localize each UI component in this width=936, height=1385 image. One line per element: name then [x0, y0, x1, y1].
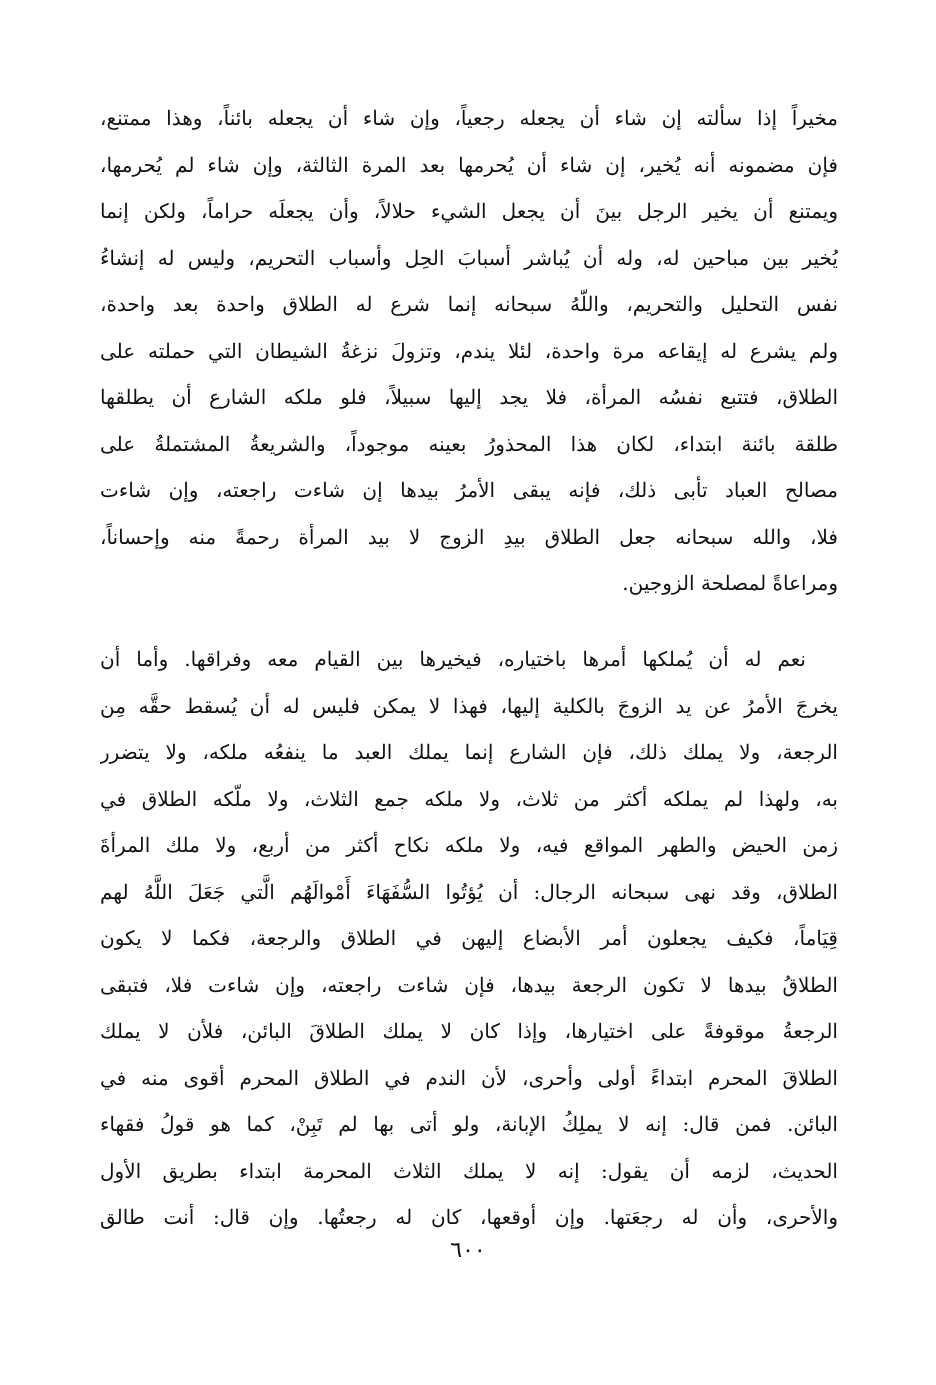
text-line: ولم يشرع له إيقاعه مرة واحدة، لئلا يندم، وتزولَ نزغةُ الشيطان التي حملته على [100, 338, 838, 363]
text-line: زمن الحيض والطهر المواقع فيه، ولا ملكه نكاح أكثر من أربع، ولا ملك المرأةَ [100, 833, 838, 857]
text-line: مخيراً إذا سألته إن شاء أن يجعله رجعياً، وإن شاء أن يجعله بائناً، وهذا ممتنع، [100, 106, 838, 130]
paragraph-2 [100, 636, 838, 1241]
text-line: مصالح العباد تأبى ذلك، فإنه يبقى الأمرُ بيدها إن شاءت راجعته، وإن شاءت [100, 478, 838, 502]
text-line: ومراعاةً لمصلحة الزوجين. [622, 571, 838, 595]
text-line: به، ولهذا لم يملكه أكثر من ثلاث، ولا ملكه جمع الثلاث، ولا ملّكه الطلاق في [100, 786, 838, 811]
text-line: والأحرى، وأن له رجعَتها. وإن أوقعها، كان له رجعتُها. وإن قال: أنت طالق [100, 1205, 838, 1229]
text-line: الطلاق، وقد نهى سبحانه الرجال: أن يُؤتُوا السُّفَهَاءَ أَمْوالَهُم الَّتي جَعَلَ اللَّهُ لهم [100, 879, 838, 904]
text-line: نفس التحليل والتحريم، واللّهُ سبحانه إنما شرع له الطلاق واحدة بعد واحدة، [100, 292, 838, 316]
text-line: قِيَاماً، فكيف يجعلون أمر الأبضاع إليهن في الطلاق والرجعة، فكما لا يكون [100, 926, 838, 950]
text-line: ويمتنع أن يخير الرجل بينَ أن يجعل الشيء حلالاً، وأن يجعلَه حراماً، ولكن إنما [100, 199, 838, 223]
text-line: البائن. فمن قال: إنه لا يملِكُ الإبانة، ولو أتى بها لم تَبِنْ، كما هو قولُ فقهاء [100, 1112, 838, 1136]
paragraph-1 [100, 95, 838, 607]
text-line: طلقة بائنة ابتداء، لكان هذا المحذورُ بعينه موجوداً، والشريعةُ المشتملةُ على [100, 431, 838, 456]
text-line: الطلاقُ بيدها لا تكون الرجعة بيدها، فإن شاءت راجعته، وإن شاءت فلا، فتبقى [100, 972, 838, 997]
page-number: ٦٠٠ [450, 1238, 486, 1263]
text-line: يخرجَ الأمرُ عن يد الزوجَ بالكلية إليها، فهذا لا يمكن فليس له أن يُسقط حقَّه مِن [100, 693, 838, 718]
text-line: الطلاقَ المحرم ابتداءً أولى وأحرى، لأن الندم في الطلاق المحرم أقوى منه في [100, 1065, 838, 1090]
text-line: الطلاق، فتتبع نفسُه المرأة، فلا يجد إليها سبيلاً، فلو ملكه الشارع أن يطلقها [100, 385, 838, 409]
text-line: فلا، والله سبحانه جعل الطلاق بيدِ الزوج لا بيد المرأة رحمةً منه وإحساناً، [100, 524, 838, 549]
text-line: فإن مضمونه أنه يُخير، إن شاء أن يُحرمها بعد المرة الثالثة، وإن شاء لم يُحرمها، [100, 152, 838, 177]
text-line: نعم له أن يُملكها أمرها باختياره، فيخيرها بين القيام معه وفراقها. وأما أن [100, 647, 806, 671]
text-line: يُخير بين مباحين له، وله أن يُباشر أسبابَ الحِل وأسباب التحريم، وليس له إنشاءُ [100, 245, 838, 270]
text-line: الرجعة، ولا يملك ذلك، فإن الشارع إنما يملك العبد ما ينفعُه ملكه، ولا يتضرر [100, 740, 838, 764]
text-line: الحديث، لزمه أن يقول: إنه لا يملك الثلاث المحرمة ابتداء بطريق الأول [100, 1158, 838, 1183]
text-line: الرجعةُ موقوفةً على اختيارها، وإذا كان لا يملك الطلاقَ البائن، فلأن لا يملك [100, 1019, 838, 1043]
